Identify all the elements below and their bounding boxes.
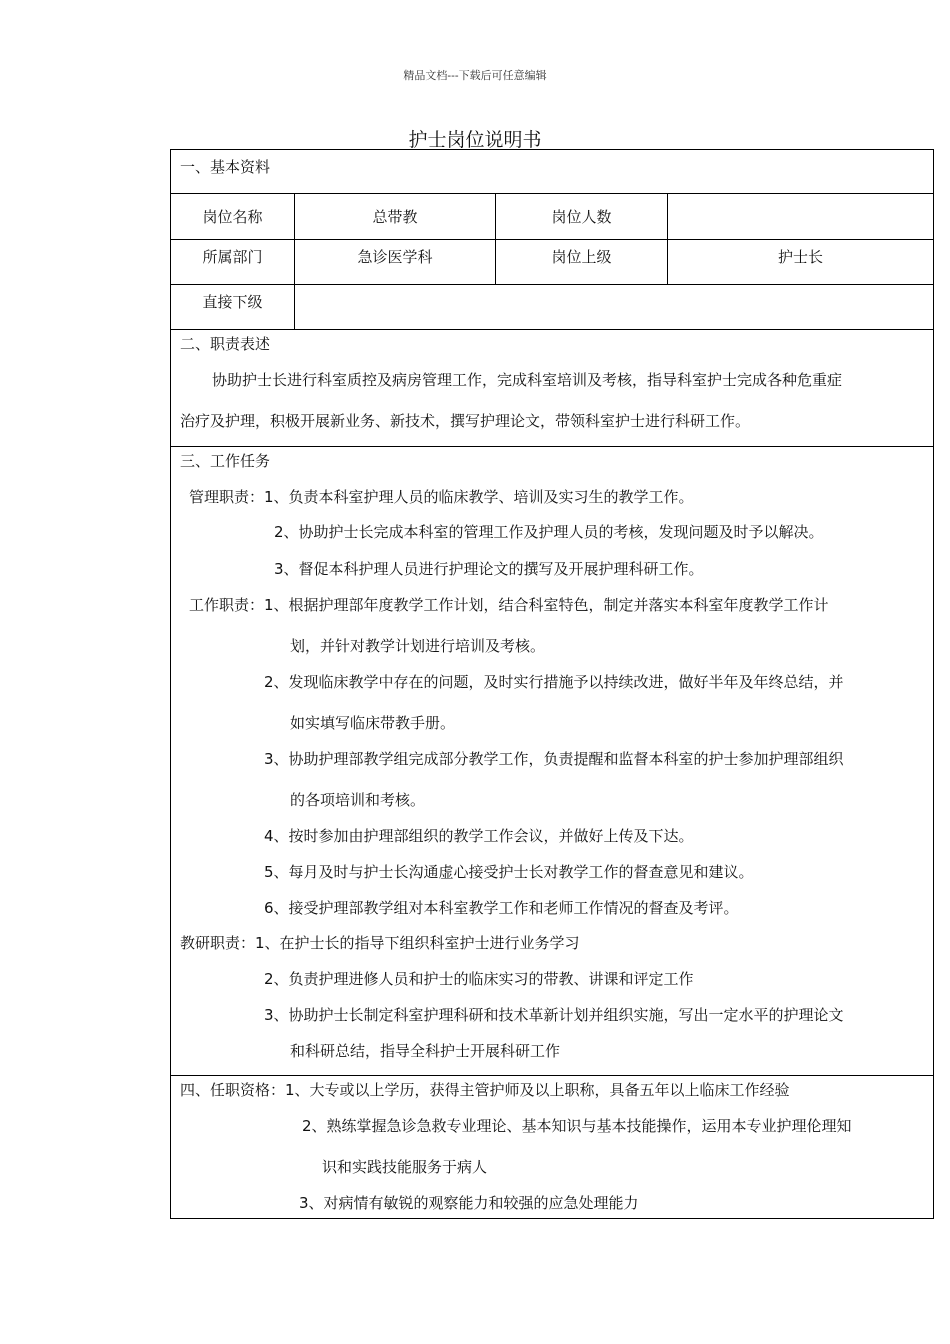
superior-value: 护士长 bbox=[777, 248, 823, 266]
research-duty-item: 教研职责：1、在护士长的指导下组织科室护士进行业务学习 bbox=[180, 934, 580, 952]
work-duty-item: 如实填写临床带教手册。 bbox=[290, 714, 456, 732]
row-divider bbox=[170, 1075, 934, 1076]
work-duty-item: 工作职责：1、根据护理部年度教学工作计划，结合科室特色，制定并落实本科室年度教学工作计 bbox=[189, 596, 829, 614]
section-heading-basic-info: 一、基本资料 bbox=[180, 158, 271, 176]
page-title: 护士岗位说明书 bbox=[408, 129, 542, 151]
work-duty-item: 划，并针对教学计划进行培训及考核。 bbox=[290, 637, 546, 655]
section-heading-duties: 二、职责表述 bbox=[180, 335, 271, 353]
headcount-label: 岗位人数 bbox=[551, 208, 612, 226]
department-value: 急诊医学科 bbox=[357, 248, 433, 266]
research-duty-item: 3、协助护士长制定科室护理科研和技术革新计划并组织实施，写出一定水平的护理论文 bbox=[264, 1006, 844, 1024]
qualification-item: 四、任职资格：1、大专或以上学历，获得主管护师及以上职称，具备五年以上临床工作经验 bbox=[180, 1081, 790, 1099]
document-watermark: 精品文档---下载后可任意编辑 bbox=[403, 69, 547, 82]
research-duty-item: 2、负责护理进修人员和护士的临床实习的带教、讲课和评定工作 bbox=[264, 970, 694, 988]
row-divider bbox=[170, 329, 934, 330]
post-name-label: 岗位名称 bbox=[202, 208, 263, 226]
work-duty-item: 的各项培训和考核。 bbox=[290, 791, 426, 809]
row-divider bbox=[170, 193, 934, 194]
work-duty-item: 3、协助护理部教学组完成部分教学工作，负责提醒和监督本科室的护士参加护理部组织 bbox=[264, 750, 844, 768]
work-duty-item: 5、每月及时与护士长沟通虚心接受护士长对教学工作的督查意见和建议。 bbox=[264, 863, 754, 881]
section-heading-tasks: 三、工作任务 bbox=[180, 452, 271, 470]
superior-label: 岗位上级 bbox=[551, 248, 612, 266]
row-divider bbox=[170, 239, 934, 240]
row-divider bbox=[170, 446, 934, 447]
post-name-value: 总带教 bbox=[372, 208, 418, 226]
qualification-item: 3、对病情有敏锐的观察能力和较强的应急处理能力 bbox=[299, 1194, 639, 1212]
qualification-item: 识和实践技能服务于病人 bbox=[322, 1158, 488, 1176]
mgmt-duty-item: 2、协助护士长完成本科室的管理工作及护理人员的考核，发现问题及时予以解决。 bbox=[274, 523, 824, 541]
mgmt-duty-item: 3、督促本科护理人员进行护理论文的撰写及开展护理科研工作。 bbox=[274, 560, 704, 578]
duties-text-line: 协助护士长进行科室质控及病房管理工作，完成科室培训及考核，指导科室护士完成各种危重症 bbox=[212, 371, 843, 389]
row-divider bbox=[170, 284, 934, 285]
department-label: 所属部门 bbox=[202, 248, 263, 266]
research-duty-item: 和科研总结，指导全科护士开展科研工作 bbox=[290, 1042, 561, 1060]
mgmt-duty-item: 管理职责：1、负责本科室护理人员的临床教学、培训及实习生的教学工作。 bbox=[189, 488, 694, 506]
column-divider bbox=[667, 193, 668, 284]
qualification-item: 2、熟练掌握急诊急救专业理论、基本知识与基本技能操作，运用本专业护理伦理知 bbox=[302, 1117, 852, 1135]
work-duty-item: 4、按时参加由护理部组织的教学工作会议，并做好上传及下达。 bbox=[264, 827, 694, 845]
work-duty-item: 6、接受护理部教学组对本科室教学工作和老师工作情况的督查及考评。 bbox=[264, 899, 739, 917]
work-duty-item: 2、发现临床教学中存在的问题，及时实行措施予以持续改进，做好半年及年终总结，并 bbox=[264, 673, 844, 691]
duties-text-line: 治疗及护理，积极开展新业务、新技术，撰写护理论文，带领科室护士进行科研工作。 bbox=[180, 412, 751, 430]
subordinate-label: 直接下级 bbox=[202, 293, 263, 311]
